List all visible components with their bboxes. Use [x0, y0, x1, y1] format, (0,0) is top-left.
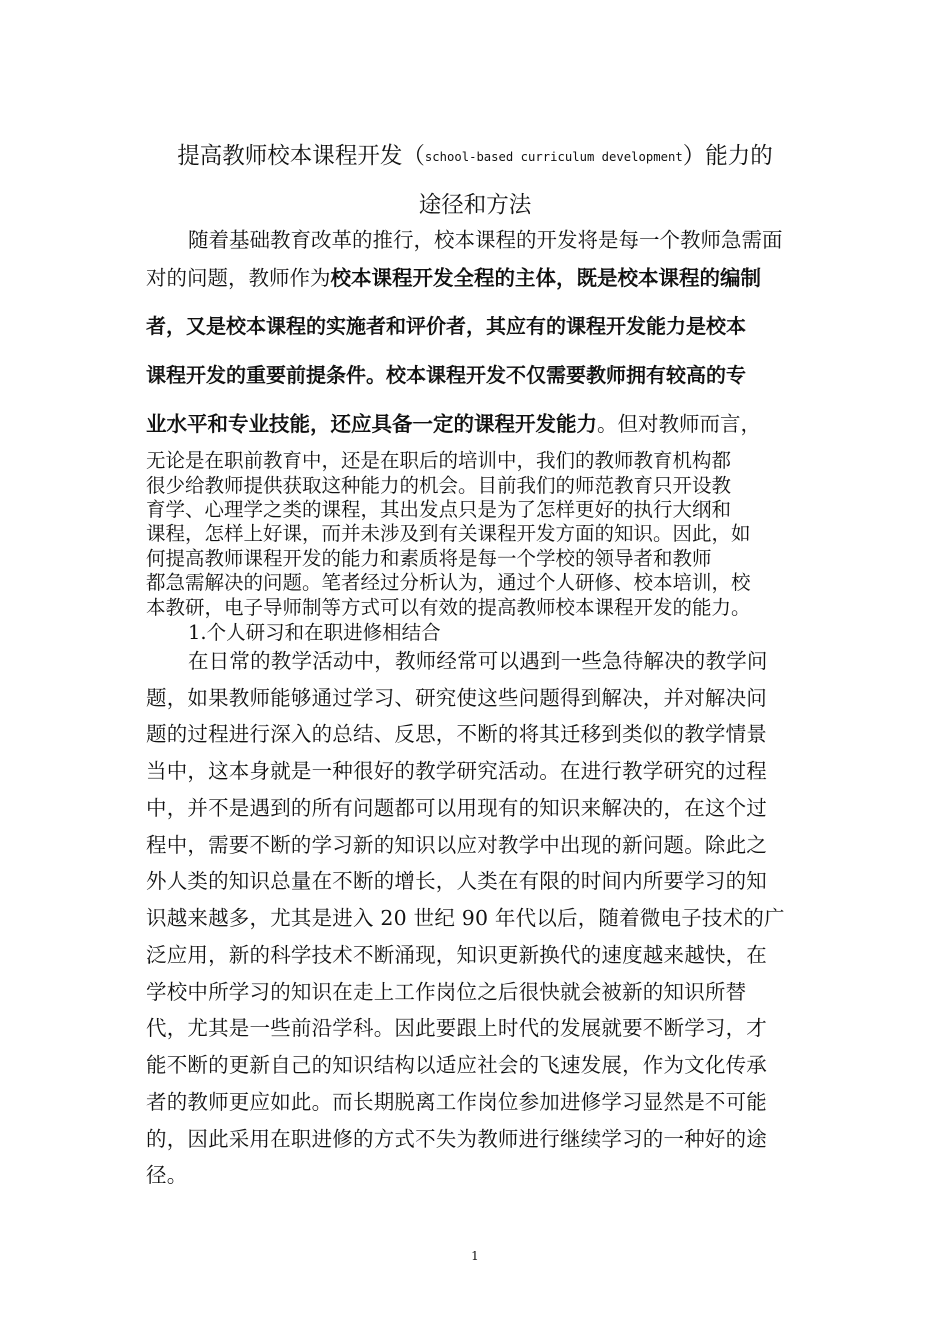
section1-line: 题的过程进行深入的总结、反思，不断的将其迁移到类似的教学情景 [146, 722, 767, 746]
title-english: school-based curriculum development [424, 149, 683, 164]
section1-line: 识越来越多，尤其是进入 20 世纪 90 年代以后，随着微电子技术的广 [146, 906, 785, 930]
section1-line: 当中，这本身就是一种很好的教学研究活动。在进行教学研究的过程 [146, 759, 767, 783]
section1-line: 的，因此采用在职进修的方式不失为教师进行继续学习的一种好的途 [146, 1127, 767, 1151]
paragraph1-line4: 课程开发的重要前提条件。校本课程开发不仅需要教师拥有较高的专 [146, 363, 746, 387]
paragraph1-line5-b: 。但对教师而言， [597, 412, 761, 436]
section1-line: 在日常的教学活动中，教师经常可以遇到一些急待解决的教学问 [188, 649, 768, 673]
title-part2: ）能力的 [682, 143, 773, 169]
paragraph1-line2-a: 对的问题，教师作为 [146, 266, 331, 290]
section1-line: 程中，需要不断的学习新的知识以应对教学中出现的新问题。除此之 [146, 833, 767, 857]
paragraph1-line12: 本教研，电子导师制等方式可以有效的提高教师校本课程开发的能力。 [146, 596, 751, 619]
paragraph1-line7: 很少给教师提供获取这种能力的机会。目前我们的师范教育只开设教 [146, 474, 732, 497]
paragraph1-line1: 随着基础教育改革的推行，校本课程的开发将是每一个教师急需面 [188, 228, 783, 252]
paragraph1-line2-b: 校本课程开发全程的主体，既是校本课程的编制 [330, 266, 761, 290]
document-title-line2: 途径和方法 [418, 192, 532, 218]
section1-line: 者的教师更应如此。而长期脱离工作岗位参加进修学习显然是不可能 [146, 1090, 767, 1114]
paragraph1-line5 [146, 412, 761, 436]
section1-line: 径。 [146, 1163, 188, 1187]
paragraph1-line9: 课程，怎样上好课，而并未涉及到有关课程开发方面的知识。因此，如 [146, 522, 751, 545]
section1-line: 题，如果教师能够通过学习、研究使这些问题得到解决，并对解决问 [146, 686, 767, 710]
section1-line: 中，并不是遇到的所有问题都可以用现有的知识来解决的，在这个过 [146, 796, 767, 820]
section1-heading: 1.个人研习和在职进修相结合 [188, 621, 441, 644]
paragraph1-line6: 无论是在职前教育中，还是在职后的培训中，我们的教师教育机构都 [146, 449, 732, 472]
paragraph1-line10: 何提高教师课程开发的能力和素质将是每一个学校的领导者和教师 [146, 547, 712, 570]
section1-line: 学校中所学习的知识在走上工作岗位之后很快就会被新的知识所替 [146, 980, 747, 1004]
paragraph1-line2 [146, 266, 761, 290]
section1-line: 泛应用，新的科学技术不断涌现，知识更新换代的速度越来越快，在 [146, 943, 767, 967]
title-part1: 提高教师校本课程开发（ [177, 143, 425, 169]
paragraph1-line5-a: 业水平和专业技能，还应具备一定的课程开发能力 [146, 412, 597, 436]
section1-line: 外人类的知识总量在不断的增长，人类在有限的时间内所要学习的知 [146, 869, 767, 893]
page-number: 1 [471, 1249, 479, 1263]
document-title [10, 137, 940, 170]
section1-line: 能不断的更新自己的知识结构以适应社会的飞速发展，作为文化传承 [146, 1053, 767, 1077]
paragraph1-line3: 者，又是校本课程的实施者和评价者，其应有的课程开发能力是校本 [146, 314, 746, 338]
paragraph1-line8: 育学、心理学之类的课程，其出发点只是为了怎样更好的执行大纲和 [146, 498, 732, 521]
paragraph1-line11: 都急需解决的问题。笔者经过分析认为，通过个人研修、校本培训，校 [146, 571, 751, 594]
section1-line: 代，尤其是一些前沿学科。因此要跟上时代的发展就要不断学习，才 [146, 1016, 767, 1040]
